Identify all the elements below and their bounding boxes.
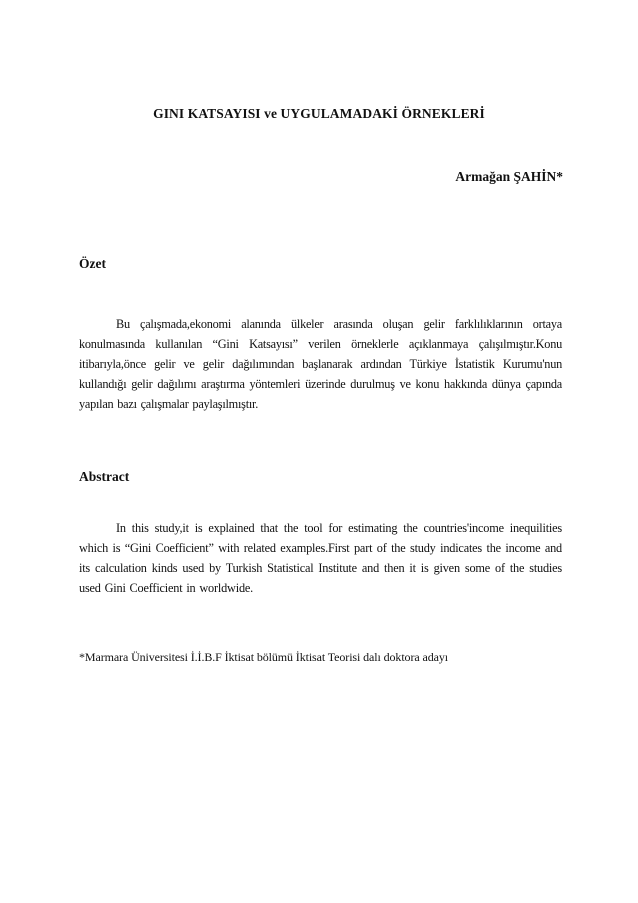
- author-name: Armağan ŞAHİN*: [455, 169, 563, 184]
- ozet-heading: Özet: [79, 256, 106, 271]
- abstract-paragraph: [79, 518, 562, 598]
- abstract-heading: Abstract: [79, 469, 130, 484]
- ozet-paragraph: [79, 314, 562, 414]
- ozet-body-text: Bu çalışmada,ekonomi alanında ülkeler arasında oluşan gelir farklılıklarının ortaya konulmasında kullanılan “Gini Katsayısı” verilen örneklerle açıklanmaya çalışılmıştır.Konu itibarıyla,önce gelir ve gelir dağılımından başlanarak ardından Türkiye İstatistik Kurumu'nun kullandığı gelir dağılımı araştırma yöntemleri üzerinde durulmuş ve konu hakkında dünya çapında yapılan bazı çalışmalar paylaşılmıştır.: [79, 317, 562, 411]
- abstract-body-text: In this study,it is explained that the tool for estimating the countries'income inequilities which is “Gini Coefficient” with related examples.First part of the study indicates the income and its calculation kinds used by Turkish Statistical Institute and then it is given some of the studies used Gini Coefficient in worldwide.: [79, 521, 562, 595]
- paper-title: GINI KATSAYISI ve UYGULAMADAKİ ÖRNEKLERİ: [153, 106, 485, 121]
- author-footnote: *Marmara Üniversitesi İ.İ.B.F İktisat bölümü İktisat Teorisi dalı doktora adayı: [79, 650, 448, 664]
